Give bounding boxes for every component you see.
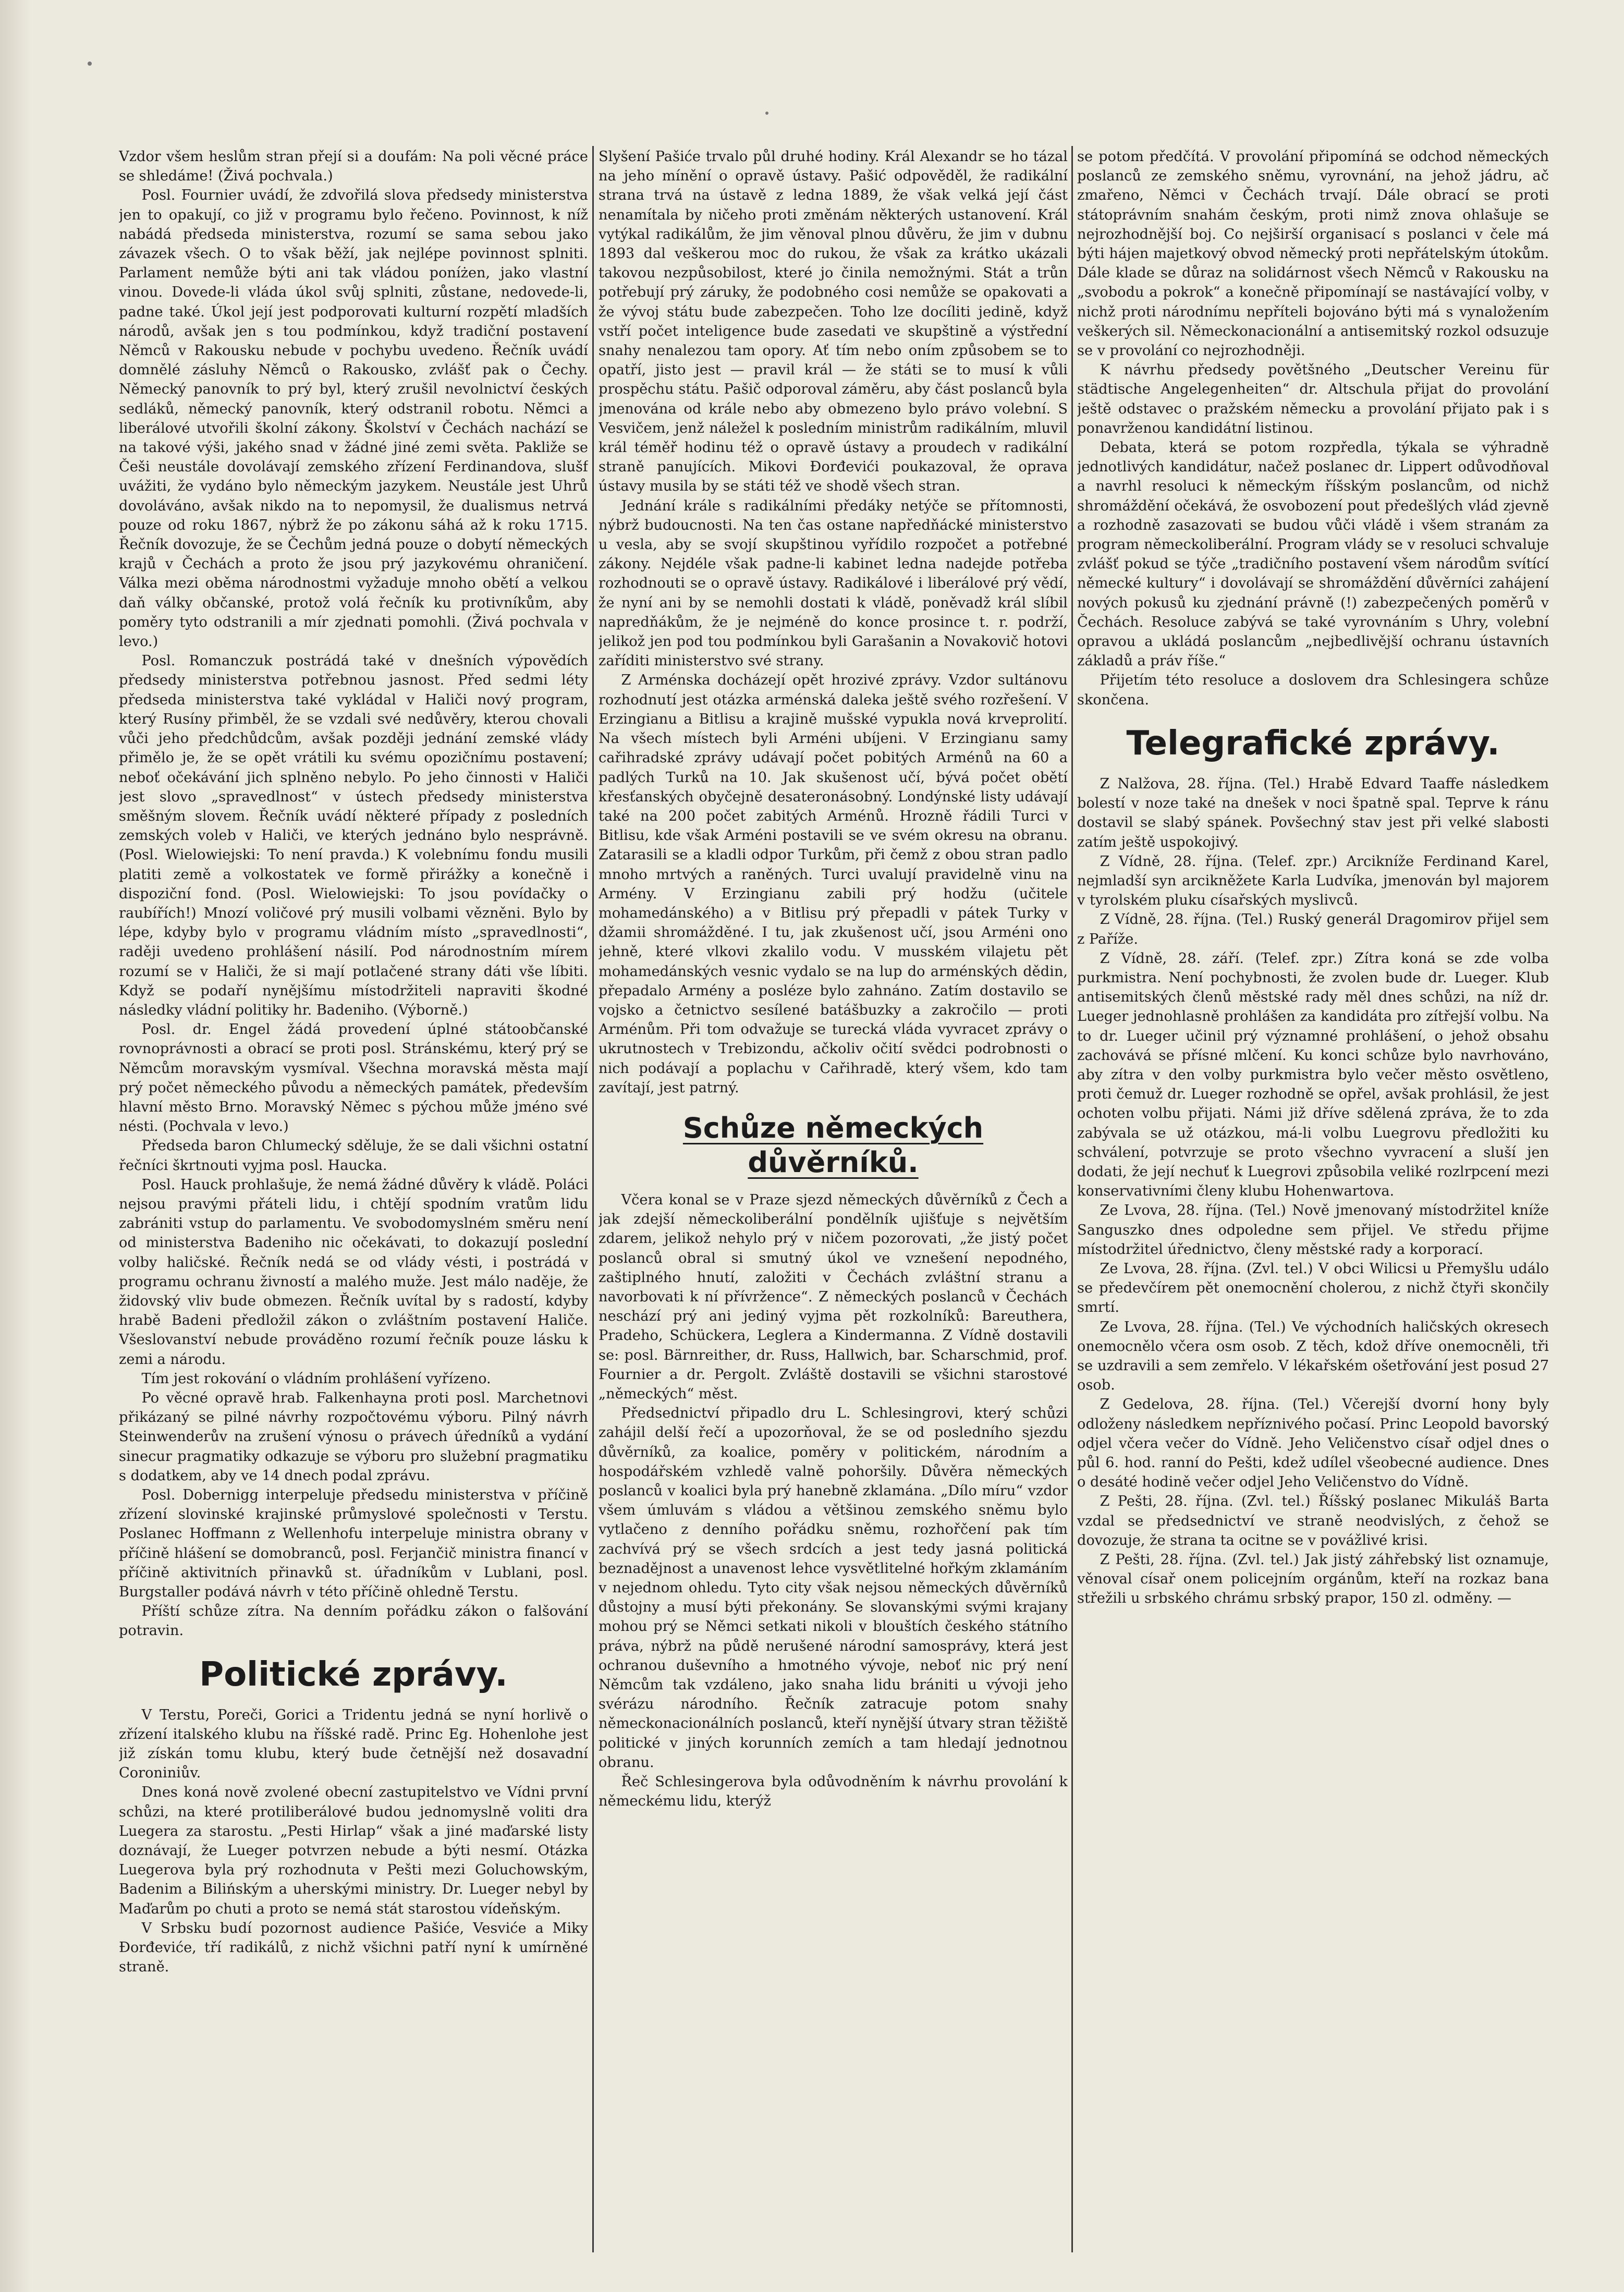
section-heading-politicke-zpravy: Politické zprávy. [199,1655,508,1694]
paragraph: Ze Lvova, 28. října. (Tel.) Ve východních haličských okresech onemocnělo včera osm osob. Z těch, kdož dříve onemocněli, tři se uzdravili a sem zemřelo. V lékařském ošetřování jest posud 27 osob. [1077,1319,1549,1394]
paragraph: Přijetím této resoluce a doslovem dra Schlesingera schůze skončena. [1077,672,1549,708]
section-heading-telegraficke-zpravy: Telegrafické zprávy. [1126,724,1500,763]
print-speck [765,112,768,115]
column-rule [1071,146,1073,2252]
paragraph: Dnes koná nově zvolené obecní zastupitelstvo ve Vídni první schůzi, na které protiliberálové budou jednomyslně voliti dra Luegera za starostu. „Pesti Hirlap“ však a jiné maďarské listy doznávají, že Lueger potvrzen nebude a býti nesmí. Otázka Luegerova byla prý rozhodnuta v Pešti mezi Goluchowským, Badenim a Bilińským a uherskými ministry. Dr. Lueger nebyl by Maďarům po chuti a proto se nemá stát starostou vídeňským. [119,1784,588,1917]
paragraph: Ze Lvova, 28. října. (Zvl. tel.) V obci Wilicsi u Přemyšlu událo se předevčírem pět onemocnění cholerou, z nichž čtyři skončily smrtí. [1077,1260,1549,1316]
paragraph: V Srbsku budí pozornost audience Pašiće, Vesviće a Miky Đorđeviće, tří radikálů, z nichž všichni patří nyní k umírněné straně. [119,1920,588,1976]
paragraph: se potom předčítá. V provolání připomíná se odchod německých poslanců ze zemského sněmu, vyrovnání, na jehož jádru, ač zmařeno, Němci v Čechách trvají. Dále obrací se proti státoprávním snahám českým, proti nimž znova ohlašuje se nejrozhodnější boj. Co nejširší organisací s poslanci v čele má býti hájen majetkový obvod německý proti nepřátelským útokům. Dále klade se důraz na solidárnost všech Němců v Rakousku na „svobodu a pokrok“ a konečně připomínají se nastávající volby, v nichž proti národnímu nepříteli bojováno býti má s vynaložením veškerých sil. Německonacionální a antisemitský rozkol odsuzuje se v provolání co nejrozhodněji. [1077,149,1549,359]
paragraph: Z Vídně, 28. října. (Telef. zpr.) Arcikníže Ferdinand Karel, nejmladší syn arcikněžete Karla Ludvíka, jmenován byl majorem v tyrolském pluku císařských myslivců. [1077,853,1549,909]
paragraph: Z Nalžova, 28. října. (Tel.) Hrabě Edvard Taaffe následkem bolestí v noze také na dnešek v noci špatně spal. Teprve k ránu dostavil se slabý spánek. Povšechný stav jest při velké slabosti zatím ještě uspokojivý. [1077,775,1549,850]
paragraph: Z Arménska docházejí opět hrozivé zprávy. Vzdor sultánovu rozhodnutí jest otázka arménská daleka ještě svého rozřešení. V Erzingianu a Bitlisu a krajině mušské vypukla nová krveprolití. Na všech místech byli Arméni ubíjeni. V Erzingianu samy cařihradské zprávy udávají počet pobitých Arménů na 60 a padlých Turků na 10. Jak skušenost učí, bývá počet obětí křesťanských obyčejně desateronásobný. Londýnské listy udávají také na 200 počet zabitých Arménů. Hrozně řádili Turci v Bitlisu, kde však Arméni postavili se ve svém okresu na obranu. Zatarasili se a kladli odpor Turkům, při čemž z obou stran padlo mnoho mrtvých a raněných. Turci uvalují pravidelně vinu na Armény. V Erzingianu zabili prý hodžu (učitele mohamedánského) a v Bitlisu prý přepadli v pátek Turky v džamii shromážděné. I tu, jak zkušenost učí, jsou Arméni ono jehně, které vlkovi zkalilo vodu. V musském vilajetu pět mohamedánských vesnic vydalo se na lup do arménských dědin, přepadalo Armény a posléze bylo zahnáno. Zatím dostavilo se vojsko a četnictvo sesílené batášbuzky a zakročilo — proti Arménům. Při tom odvažuje se turecká vláda vyvracet zprávy o ukrutnostech v Trebizondu, ačkoliv očití svědci podrobnosti o nich podávají a poplachu v Cařihradě, který všem, kdo tam zavítají, jest patrný. [599,672,1068,1096]
paragraph: Z Pešti, 28. října. (Zvl. tel.) Jak jistý záhřebský list oznamuje, věnoval císař onem policejním orgánům, kteří na rozkaz bana střežili u srbského chrámu srbský prapor, 150 zl. odměny. — [1077,1552,1549,1607]
column-2 [599,147,1068,2253]
paragraph: Z Pešti, 28. října. (Zvl. tel.) Říšský poslanec Mikuláš Barta vzdal se předsednictví ve straně neodvislých, z čehož se dovozuje, že strana ta ocitne se v povážlivé krisi. [1077,1493,1549,1549]
paragraph: Po věcné opravě hrab. Falkenhayna proti posl. Marchetnovi přikázaný se pilné návrhy rozpočtovému výboru. Pilný návrh Steinwenderův na zrušení výnosu o právech úředníků a vydání sinecur pragmatiky odkazuje se výboru pro služební pragmatiku s dodatkem, aby ve 14 dnech podal zprávu. [119,1390,588,1484]
paragraph: Z Vídně, 28. září. (Telef. zpr.) Zítra koná se zde volba purkmistra. Není pochybnosti, že zvolen bude dr. Lueger. Klub antisemitských členů městské rady měl dnes schůzi, na níž dr. Lueger jednohlasně prohlášen za kandidáta pro zítřejší volbu. Na to dr. Lueger učinil prý významné prohlášení, o jehož obsahu zachovává se přísné mlčení. Ku konci schůze bylo navrhováno, aby zítra v den volby purkmistra bylo večer město osvětleno, proti čemuž dr. Lueger rozhodně se opřel, avšak prohlásil, že jest ochoten volbu přijati. Námi již dříve sdělená zpráva, že to zda zabývala se už otázkou, má-li volbu Luegrovu předložiti ku schválení, potvrzuje se proto všechno vyvracení a sluší jen dodati, že její nechuť k Luegrovi způsobila veliké rozlrpcení mezi konservativními členy klubu Hohenwartova. [1077,950,1549,1200]
paragraph: Příští schůze zítra. Na denním pořádku zákon o falšování potravin. [119,1603,588,1639]
paragraph: Tím jest rokování o vládním prohlášení vyřízeno. [141,1370,491,1387]
paragraph: Slyšení Pašiće trvalo půl druhé hodiny. Král Alexandr se ho tázal na jeho mínění o opravě ústavy. Pašić odpověděl, že radikální strana trvá na ústavě z ledna 1889, že však velká její část nenamítala by ničeho proti změnám některých ustanovení. Král vytýkal radikálům, že jim věnoval plnou důvěru, že jim v dubnu 1893 dal veškerou moc do rukou, že však za krátko ukázali takovou nezpůsobilost, které jo činila nemožnými. Stát a trůn potřebují prý záruky, že podobného cosi nemůže se opakovati a že vývoj státu bude zabezpečen. Toho lze docíliti jedině, když vstří počet inteligence bude zasedati ve skupštině a výstřední snahy nenalezou tam opory. Ať tím nebo oním způsobem se to opatří, jisto jest — pravil král — že státi se to musí k vůli prospěchu státu. Pašič odporoval záměru, aby část poslanců byla jmenována od krále nebo aby obmezeno bylo právo volební. S Vesvičem, jenž náležel k posledním ministrům radikálním, mluvil král téměř hodinu též o opravě ústavy a proudech v radikální straně panujících. Mikovi Đorđevići poukazoval, že oprava ústavy musila by se státi též ve shodě všech stran. [599,149,1068,495]
paragraph: Z Gedelova, 28. října. (Tel.) Včerejší dvorní hony byly odloženy následkem nepříznivého počasí. Princ Leopold bavorský odjel včera večer do Vídně. Jeho Veličenstvo císař odjel dnes o půl 6. hod. ranní do Pešti, kdež udílel všeobecné audience. Dnes o desáté hodině večer odjel Jeho Veličenstvo do Vídně. [1077,1396,1549,1491]
paragraph: Vzdor všem heslům stran přejí si a doufám: Na poli věcné práce se shledáme! (Živá pochvala.) [119,149,588,185]
paragraph: Posl. Hauck prohlašuje, že nemá žádné důvěry k vládě. Poláci nejsou pravými přáteli lidu, i chtějí spodním vratům lidu zabrániti vstup do parlamentu. Ve svobodomyslném směru není od ministerstva Badeniho nic očekávati, to dokazují poslední volby haličské. Řečník nedá se od vlády vésti, i postrádá v programu ochranu živností a malého muže. Jest málo naděje, že židovský vliv bude obmezen. Řečník uvítal by s radostí, kdyby hrabě Badeni předložil zákon o zvláštním postavení Haliče. Všeslovanství nebude prováděno rozumí řečník pouze lásku k zemi a národu. [119,1176,588,1368]
column-rule [592,146,594,2252]
column-1 [119,147,588,2253]
paragraph: Debata, která se potom rozpředla, týkala se výhradně jednotlivých kandidátur, načež poslanec dr. Lippert odůvodňoval a navrhl resoluci k německým říšským poslancům, od nichž shromáždění očekává, že osvobození pout předešlých vlád zjevně a rozhodně zasazovati se budou vůči vládě i všem stranám za program německoliberální. Program vlády se v resoluci schvaluje zvlášť pokud se týče „tradičního postavení všem národům svítící německé kultury“ i dovolávají se shromáždění důvěrníci zahájení nových pokusů ku zjednání právně (!) zabezpečených poměrů v Čechách. Resoluce zabývá se také vyrovnáním s Uhry, volební opravou a ukládá poslancům „nejbedlivější ochranu ústavních základů a práv říše.“ [1077,440,1549,669]
print-speck [88,62,92,66]
section-heading-schuze: Schůze německých důvěrníků. [682,1111,984,1179]
paragraph: K návrhu předsedy povětšného „Deutscher Vereinu für städtische Angelegenheiten“ dr. Altschula přijat do provolání ještě odstavec o pražském německu a provolání přijato pak i s ponavrženou kandidátní listinou. [1077,362,1549,436]
paragraph: Posl. Dobernigg interpeluje předsedu ministerstva v příčině zřízení slovinské krajinské průmyslové společnosti v Terstu. Poslanec Hoffmann z Wellenhofu interpeluje ministra obrany v příčině hlášení se domobranců, posl. Ferjančič ministra financí v příčině aktivitních přinavků st. úřadníkům v Lublani, posl. Burgstaller podává návrh v této příčině ohledně Terstu. [119,1487,588,1601]
paragraph: Včera konal se v Praze sjezd německých důvěrníků z Čech a jak zdejší německoliberální pondělník ujišťuje s největším zdarem, jelikož nehylo prý v ničem pozorovati, „že jistý počet poslanců obral si smutný úkol ve vznešení nepodného, zaštiplného hnutí, založiti v Čechách zvláštní stranu a navorbovati k ní přívržence“. Z německých poslanců v Čechách neschází prý ani jediný vyjma pět rozkolníků: Bareuthera, Pradeho, Schückera, Leglera a Kindermanna. Z Vídně dostavili se: posl. Bärnreither, dr. Russ, Hallwich, bar. Scharschmid, prof. Fournier a dr. Pergolt. Zvláště dostavili se všichni starostové „německých“ měst. [599,1191,1068,1402]
column-3 [1077,147,1549,2253]
paragraph: Předseda baron Chlumecký sděluje, že se dali všichni ostatní řečníci škrtnouti vyjma posl. Haucka. [119,1138,588,1174]
paragraph: Ze Lvova, 28. října. (Tel.) Nově jmenovaný místodržitel kníže Sanguszko dnes odpoledne sem přijel. Ve středu přijme místodržitel úřednictvo, členy městské rady a korporací. [1077,1202,1549,1258]
paragraph: Posl. Fournier uvádí, že zdvořilá slova předsedy ministerstva jen to opakují, co již v programu bylo řečeno. Povinnost, k níž nabádá předseda ministerstva, rozumí se sama sebou jako závazek všech. O to však běží, jak nejlépe povinnost splniti. Parlament nemůže býti ani tak vládou poníżen, jako vlastní vinou. Dovede-li vláda úkol svůj splniti, zůstane, nedovede-li, padne také. Úkol její jest podporovati kulturní rozpětí mladších národů, avšak jen s tou podmínkou, když tradiční postavení Němců v Rakousku nebude v pochybu uvedeno. Řečník uvádí domnělé zásluhy Němců o Rakousko, zvlášť pak o Čechy. Německý panovník to prý byl, který zrušil nevolnictví českých sedláků, německý panovník, který odstranil robotu. Němci a liberálové utvořili školní zákony. Školství v Čechách nachází se na takové výši, jakého snad v žádné jiné zemi světa. Pakliže se Češi neustále dovolávají zemského zřízení Ferdinandova, slušf uvážiti, že vydáno bylo německým jazykem. Neustále jest Uhrů dovoláváno, avšak nikdo na to nepomysil, že dualismus netrvá pouze od roku 1867, nýbrž že po zákonu sáhá až k roku 1715. Řečník dovozuje, že se Čechům jedná pouze o dobytí německých krajů v Čechách a proto že jsou prý jazykovému ohraničení. Válka mezi oběma národnostmi vyžaduje mnoho obětí a velkou daň války občanské, protož volá řečník ku protivníkům, aby poměry tyto odstranili a mír zjednati pomohli. (Živá pochvala v levo.) [119,187,588,650]
page-edge-shadow [0,0,31,2292]
paragraph: Předsednictví připadlo dru L. Schlesingrovi, který schůzi zahájil delší řečí a upozorňoval, že se od posledního sjezdu důvěrníků, za koalice, poměry v politickém, národním a hospodářském vzhledě valně pohoršily. Důvěra německých poslanců v koalici byla prý hanebně zklamána. „Dílo míru“ vzdor všem úmluvám s vládou a většinou zemského sněmu bylo vytlačeno z denního pořádku sněmu, rozhořčení pak tím zachvívá prý se všech srdcích a jest tedy jasná politická beznadějnost a unavenost lehce vysvětlitelné hořkým zklamáním v nejednom ohledu. Tyto city však nejsou německých důvěrníků důstojny a musí býti překonány. Se slovanskými svými krajany mohou prý se Němci setkati nikoli v blouštích českého státního práva, nýbrž na půdě nerušené národní samosprávy, která jest ochranou duševního a hmotného vývoje, neboť nic prý není Němcům tak vzdáleno, jako snaha lidu brániti u vývoji jeho svérázu národního. Řečník zatracuje potom snahy německonacionálních poslanců, kteří nynější útvary stran těžiště politické v jiných korunních zemích a tam hledají jednotnou obranu. [599,1405,1068,1771]
paragraph: Posl. Romanczuk postrádá také v dnešních výpovědích předsedy ministerstva potřebnou jasnost. Před sedmi léty předseda ministerstva také vykládal v Haliči nový program, který Rusíny přimběl, že se vzdali své nedůvěry, kterou chovali vůči jeho předchůdcům, avšak později jednání zemské vlády přimělo je, že se opět vrátili ku svému opozičnímu postavení; neboť očekávání jich splněno nebylo. Po jeho činnosti v Haliči jest slovo „spravedlnost“ v ústech předsedy ministerstva směšným slovem. Řečník uvádí některé případy z posledních zemských voleb v Haliči, ve kterých jednáno bylo nesprávně. (Posl. Wielowiejski: To není pravda.) K volebnímu fondu musili platiti země a volkostatek ve formě přirážky a konečně i dispoziční fond. (Posl. Wielowiejski: To jsou povídačky o raubířích!) Mnozí voličové prý musili volbami vězněni. Bylo by lépe, kdyby bylo v programu vládním místo „spravedlnosti“, raději uvedeno prohlášení násilí. Pod národnostním mírem rozumí se v Haliči, že si mají potlačené strany dáti vše líbiti. Když se podaří nynějšímu místodržiteli napraviti škodné následky vládní politiky hr. Badeniho. (Výborně.) [119,653,588,1018]
paragraph: Posl. dr. Engel žádá provedení úplné státoobčanské rovnoprávnosti a obrací se proti posl. Stránskému, který prý se Němcům moravským vysmíval. Všechna moravská města mají prý počet německého původu a německých památek, především hlavní město Brno. Moravský Němec s pýchou může jméno své nésti. (Pochvala v levo.) [119,1021,588,1135]
paragraph: Z Vídně, 28. října. (Tel.) Ruský generál Dragomirov přijel sem z Paříže. [1077,911,1549,947]
paragraph: Řeč Schlesingerova byla odůvodněním k návrhu provolání k německému lidu, kterýž [599,1774,1068,1810]
paragraph: Jednání krále s radikálními předáky netýče se přítomnosti, nýbrž budoucnosti. Na ten čas ostane napředňácké ministerstvo u vesla, aby se svojí skupštinou vyřídilo rozpočet a potřebné zákony. Nejdéle však padne-li kabinet ledna nadejde potřeba rozhodnouti se o opravě ústavy. Radikálové i liberálové prý vědí, že nyní ani by se nemohli dostati k vládě, poněvadž král slíbil napredňákům, že je nejméně do konce prosince t. r. podrží, jelikož jen pod tou podmínkou byli Garašanin a Novakovič hotovi zaříditi ministerstvo své strany. [599,497,1068,669]
paragraph: V Terstu, Poreči, Gorici a Tridentu jedná se nyní horlivě o zřízení italského klubu na říšské radě. Princ Eg. Hohenlohe jest již získán tomu klubu, který bude četnější než dosavadní Coroniniův. [119,1706,588,1782]
